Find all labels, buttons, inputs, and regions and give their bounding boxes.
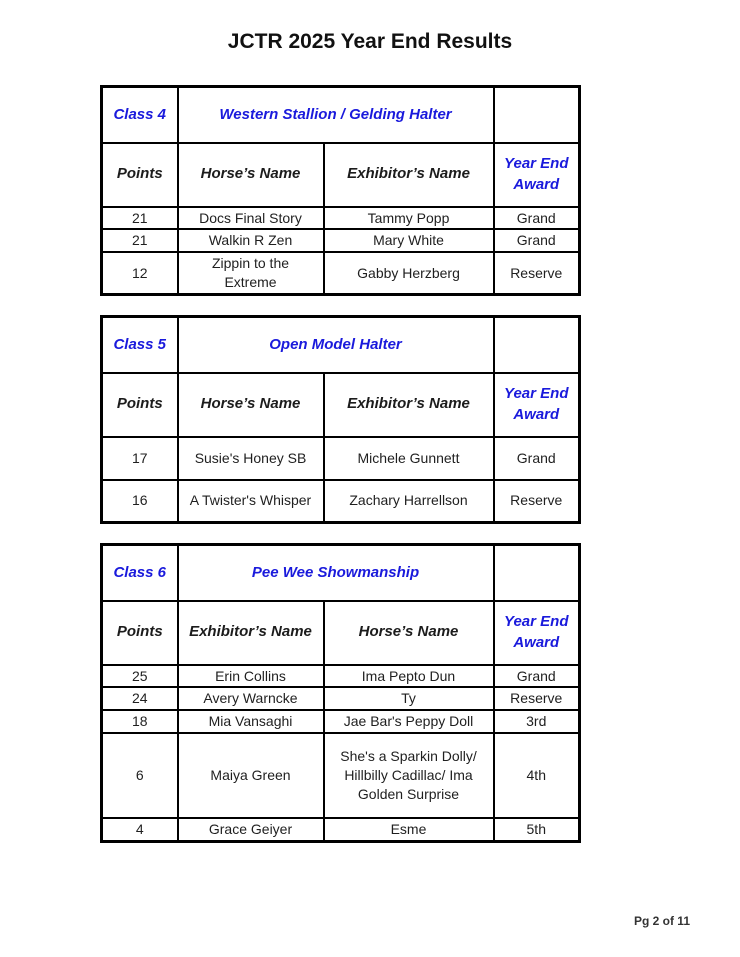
table-row <box>102 818 580 841</box>
class-header-empty-cell <box>494 317 580 373</box>
horse-name-cell: A Twister's Whisper <box>178 480 324 523</box>
table-row <box>102 229 580 252</box>
horse-name-cell: Docs Final Story <box>178 207 324 230</box>
points-cell: 25 <box>102 665 178 688</box>
horse-name-cell: Walkin R Zen <box>178 229 324 252</box>
horse-name-cell: She's a Sparkin Dolly/ Hillbilly Cadillac/ Ima Golden Surprise <box>324 733 494 818</box>
table-row <box>102 733 580 818</box>
table-row <box>102 665 580 688</box>
exhibitor-name-cell: Michele Gunnett <box>324 437 494 480</box>
class-header-empty-cell <box>494 545 580 601</box>
column-header-row <box>102 143 580 207</box>
class-4-table <box>100 85 581 296</box>
award-cell: 4th <box>494 733 580 818</box>
table-row <box>102 710 580 733</box>
class-header-row <box>102 87 580 143</box>
award-cell: Reserve <box>494 687 580 710</box>
year-end-award-header: Year End Award <box>494 373 580 437</box>
exhibitor-name-cell: Mia Vansaghi <box>178 710 324 733</box>
year-end-award-header: Year End Award <box>494 601 580 665</box>
points-header: Points <box>102 601 178 665</box>
class-header-row <box>102 317 580 373</box>
exhibitor-name-cell: Erin Collins <box>178 665 324 688</box>
class-label: Class 6 <box>102 545 178 601</box>
class-label: Class 4 <box>102 87 178 143</box>
class-name: Open Model Halter <box>178 317 494 373</box>
exhibitor-name-header: Exhibitor’s Name <box>178 601 324 665</box>
class-5-table <box>100 315 581 524</box>
award-cell: Reserve <box>494 252 580 294</box>
column-header-row <box>102 601 580 665</box>
table-row <box>102 207 580 230</box>
table-row <box>102 437 580 480</box>
points-cell: 4 <box>102 818 178 841</box>
horse-name-cell: Ty <box>324 687 494 710</box>
points-header: Points <box>102 143 178 207</box>
points-cell: 12 <box>102 252 178 294</box>
horse-name-cell: Ima Pepto Dun <box>324 665 494 688</box>
award-cell: 5th <box>494 818 580 841</box>
award-cell: Grand <box>494 229 580 252</box>
exhibitor-name-cell: Gabby Herzberg <box>324 252 494 294</box>
points-cell: 6 <box>102 733 178 818</box>
points-cell: 16 <box>102 480 178 523</box>
page-number: Pg 2 of 11 <box>633 914 690 928</box>
exhibitor-name-cell: Avery Warncke <box>178 687 324 710</box>
points-cell: 18 <box>102 710 178 733</box>
year-end-award-header: Year End Award <box>494 143 580 207</box>
points-header: Points <box>102 373 178 437</box>
horse-name-cell: Esme <box>324 818 494 841</box>
page-title: JCTR 2025 Year End Results <box>227 30 513 53</box>
exhibitor-name-header: Exhibitor’s Name <box>324 373 494 437</box>
horse-name-header: Horse’s Name <box>324 601 494 665</box>
class-6-table <box>100 543 581 843</box>
class-name: Pee Wee Showmanship <box>178 545 494 601</box>
horse-name-header: Horse’s Name <box>178 143 324 207</box>
exhibitor-name-cell: Mary White <box>324 229 494 252</box>
table-row <box>102 687 580 710</box>
exhibitor-name-cell: Zachary Harrellson <box>324 480 494 523</box>
award-cell: Reserve <box>494 480 580 523</box>
points-cell: 21 <box>102 229 178 252</box>
points-cell: 24 <box>102 687 178 710</box>
class-header-empty-cell <box>494 87 580 143</box>
exhibitor-name-cell: Tammy Popp <box>324 207 494 230</box>
award-cell: Grand <box>494 665 580 688</box>
horse-name-cell: Jae Bar's Peppy Doll <box>324 710 494 733</box>
award-cell: Grand <box>494 437 580 480</box>
table-row <box>102 252 580 294</box>
award-cell: Grand <box>494 207 580 230</box>
class-header-row <box>102 545 580 601</box>
exhibitor-name-header: Exhibitor’s Name <box>324 143 494 207</box>
horse-name-cell: Susie's Honey SB <box>178 437 324 480</box>
class-label: Class 5 <box>102 317 178 373</box>
column-header-row <box>102 373 580 437</box>
horse-name-header: Horse’s Name <box>178 373 324 437</box>
exhibitor-name-cell: Grace Geiyer <box>178 818 324 841</box>
exhibitor-name-cell: Maiya Green <box>178 733 324 818</box>
class-name: Western Stallion / Gelding Halter <box>178 87 494 143</box>
table-row <box>102 480 580 523</box>
points-cell: 21 <box>102 207 178 230</box>
horse-name-cell: Zippin to the Extreme <box>178 252 324 294</box>
award-cell: 3rd <box>494 710 580 733</box>
points-cell: 17 <box>102 437 178 480</box>
